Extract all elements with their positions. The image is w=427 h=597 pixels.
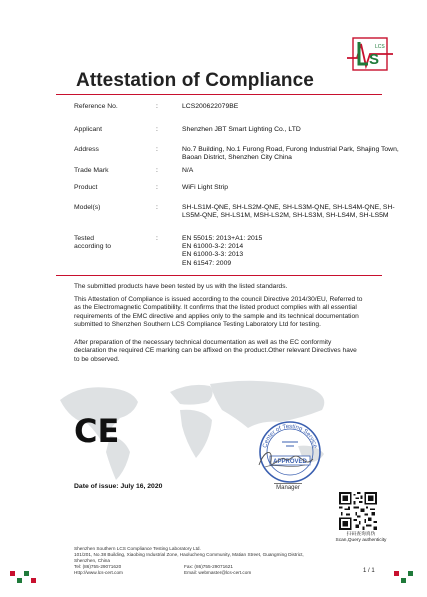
product-colon: : — [156, 184, 158, 191]
standard-item: EN 55015: 2013+A1: 2015 — [182, 235, 263, 242]
applicant-label: Applicant — [74, 126, 102, 133]
product-value: WiFi Light Strip — [182, 184, 229, 191]
applicant-value: Shenzhen JBT Smart Lighting Co., LTD — [182, 126, 301, 133]
corner-square-green — [401, 578, 406, 583]
page-number: 1 / 1 — [363, 568, 375, 574]
qr-caption-english: Scan,Query authenticity — [335, 538, 387, 543]
qr-caption-chinese: 扫码查询真伪 — [346, 532, 376, 537]
ce-mark — [74, 415, 124, 445]
reference-colon: : — [156, 103, 158, 110]
footer-company: Shenzhen Southern LCS Compliance Testing Laboratory Ltd. — [74, 546, 201, 551]
manager-title: Manager — [274, 483, 302, 491]
trademark-label: Trade Mark — [74, 167, 109, 174]
fields-divider — [56, 275, 382, 276]
footer-web-row — [74, 570, 344, 576]
applicant-colon: : — [156, 126, 158, 133]
address-value: No.7 Building, No.1 Furong Road, Furong Industrial Park, Shajing Town, Baoan District, Shenzhen City China — [182, 146, 399, 162]
tested-label — [74, 235, 136, 251]
footer-fax: Fax: (86)755-29071621 — [184, 563, 233, 569]
lcs-logo — [347, 36, 393, 76]
manager-signature — [255, 445, 317, 473]
address-label: Address — [74, 146, 99, 153]
models-label: Model(s) — [74, 204, 101, 211]
verification-qr-code[interactable] — [339, 492, 377, 530]
corner-square-green — [408, 571, 413, 576]
reference-label: Reference No. — [74, 103, 118, 110]
standards-list — [182, 235, 406, 268]
footer-contact — [74, 546, 344, 576]
footer-address: 101/201, No.38 Building, Xiaobing Industrial Zone, Haolucheng Community, Matian Street, Guangming District, — [74, 551, 304, 557]
paragraph-ce-marking: After preparation of the necessary technical documentation as well as the EC conformity declaration the required CE marking can be affixed on the product.Other relevant Directives have to be observed. — [74, 339, 357, 363]
corner-square-red — [31, 578, 36, 583]
trademark-value: N/A — [182, 167, 194, 174]
address-colon: : — [156, 146, 158, 153]
standard-item: EN 61000-3-2: 2014 — [182, 243, 244, 251]
corner-square-red — [394, 571, 399, 576]
models-colon: : — [156, 204, 158, 211]
svg-text:LCS: LCS — [375, 44, 385, 50]
tested-label-line2: according to — [74, 243, 112, 251]
paragraph-directive: This Attestation of Compliance is issued according to the council Directive 2014/30/EU, Referred to as the Electromagnetic Compatibility. It confirms that the listed product complies with all essential requirements of the EMC directive and applies only to the sample and its technical documentation submitted to Shenzhen Southern LCS Compliance Testing Laboratory Ltd for testing. — [74, 296, 363, 328]
svg-text:CE: CE — [74, 415, 120, 445]
document-title: Attestation of Compliance — [76, 70, 314, 91]
footer-website[interactable]: Http://www.lcs-cert.com — [74, 569, 123, 575]
svg-text:Center of Testing Service: Center of Testing Service — [262, 423, 318, 449]
tested-label-line1: Tested — [74, 235, 95, 242]
qr-caption — [327, 532, 395, 544]
corner-square-red — [10, 571, 15, 576]
models-value: SH-LS1M-QNE, SH-LS2M-QNE, SH-LS3M-QNE, SH-LS4M-QNE, SH-LS5M-QNE, SH-LS1M, MSH-LS2M, SH-LS3M, SH-LS4M, SH-LS5M — [182, 204, 395, 220]
corner-square-green — [17, 578, 22, 583]
trademark-colon: : — [156, 167, 158, 174]
product-label: Product — [74, 184, 98, 191]
svg-text:APPROVED: APPROVED — [273, 459, 307, 465]
svg-text:S: S — [369, 51, 380, 68]
standard-item: EN 61000-3-3: 2013 — [182, 251, 244, 259]
reference-value: LCS200622079BE — [182, 103, 239, 110]
title-divider — [56, 94, 382, 95]
tested-colon: : — [156, 235, 158, 242]
corner-square-green — [24, 571, 29, 576]
footer-tel: Tel: (86)755-29071620 — [74, 563, 122, 569]
standard-item: EN 61547: 2009 — [182, 259, 232, 267]
issue-date: Date of issue: July 16, 2020 — [74, 483, 163, 490]
footer-email[interactable]: Email: webmaster@lcs-cert.com — [184, 569, 252, 575]
paragraph-tested: The submitted products have been tested by us with the listed standards. — [74, 283, 288, 290]
footer-city: Shenzhen, China — [74, 557, 110, 563]
